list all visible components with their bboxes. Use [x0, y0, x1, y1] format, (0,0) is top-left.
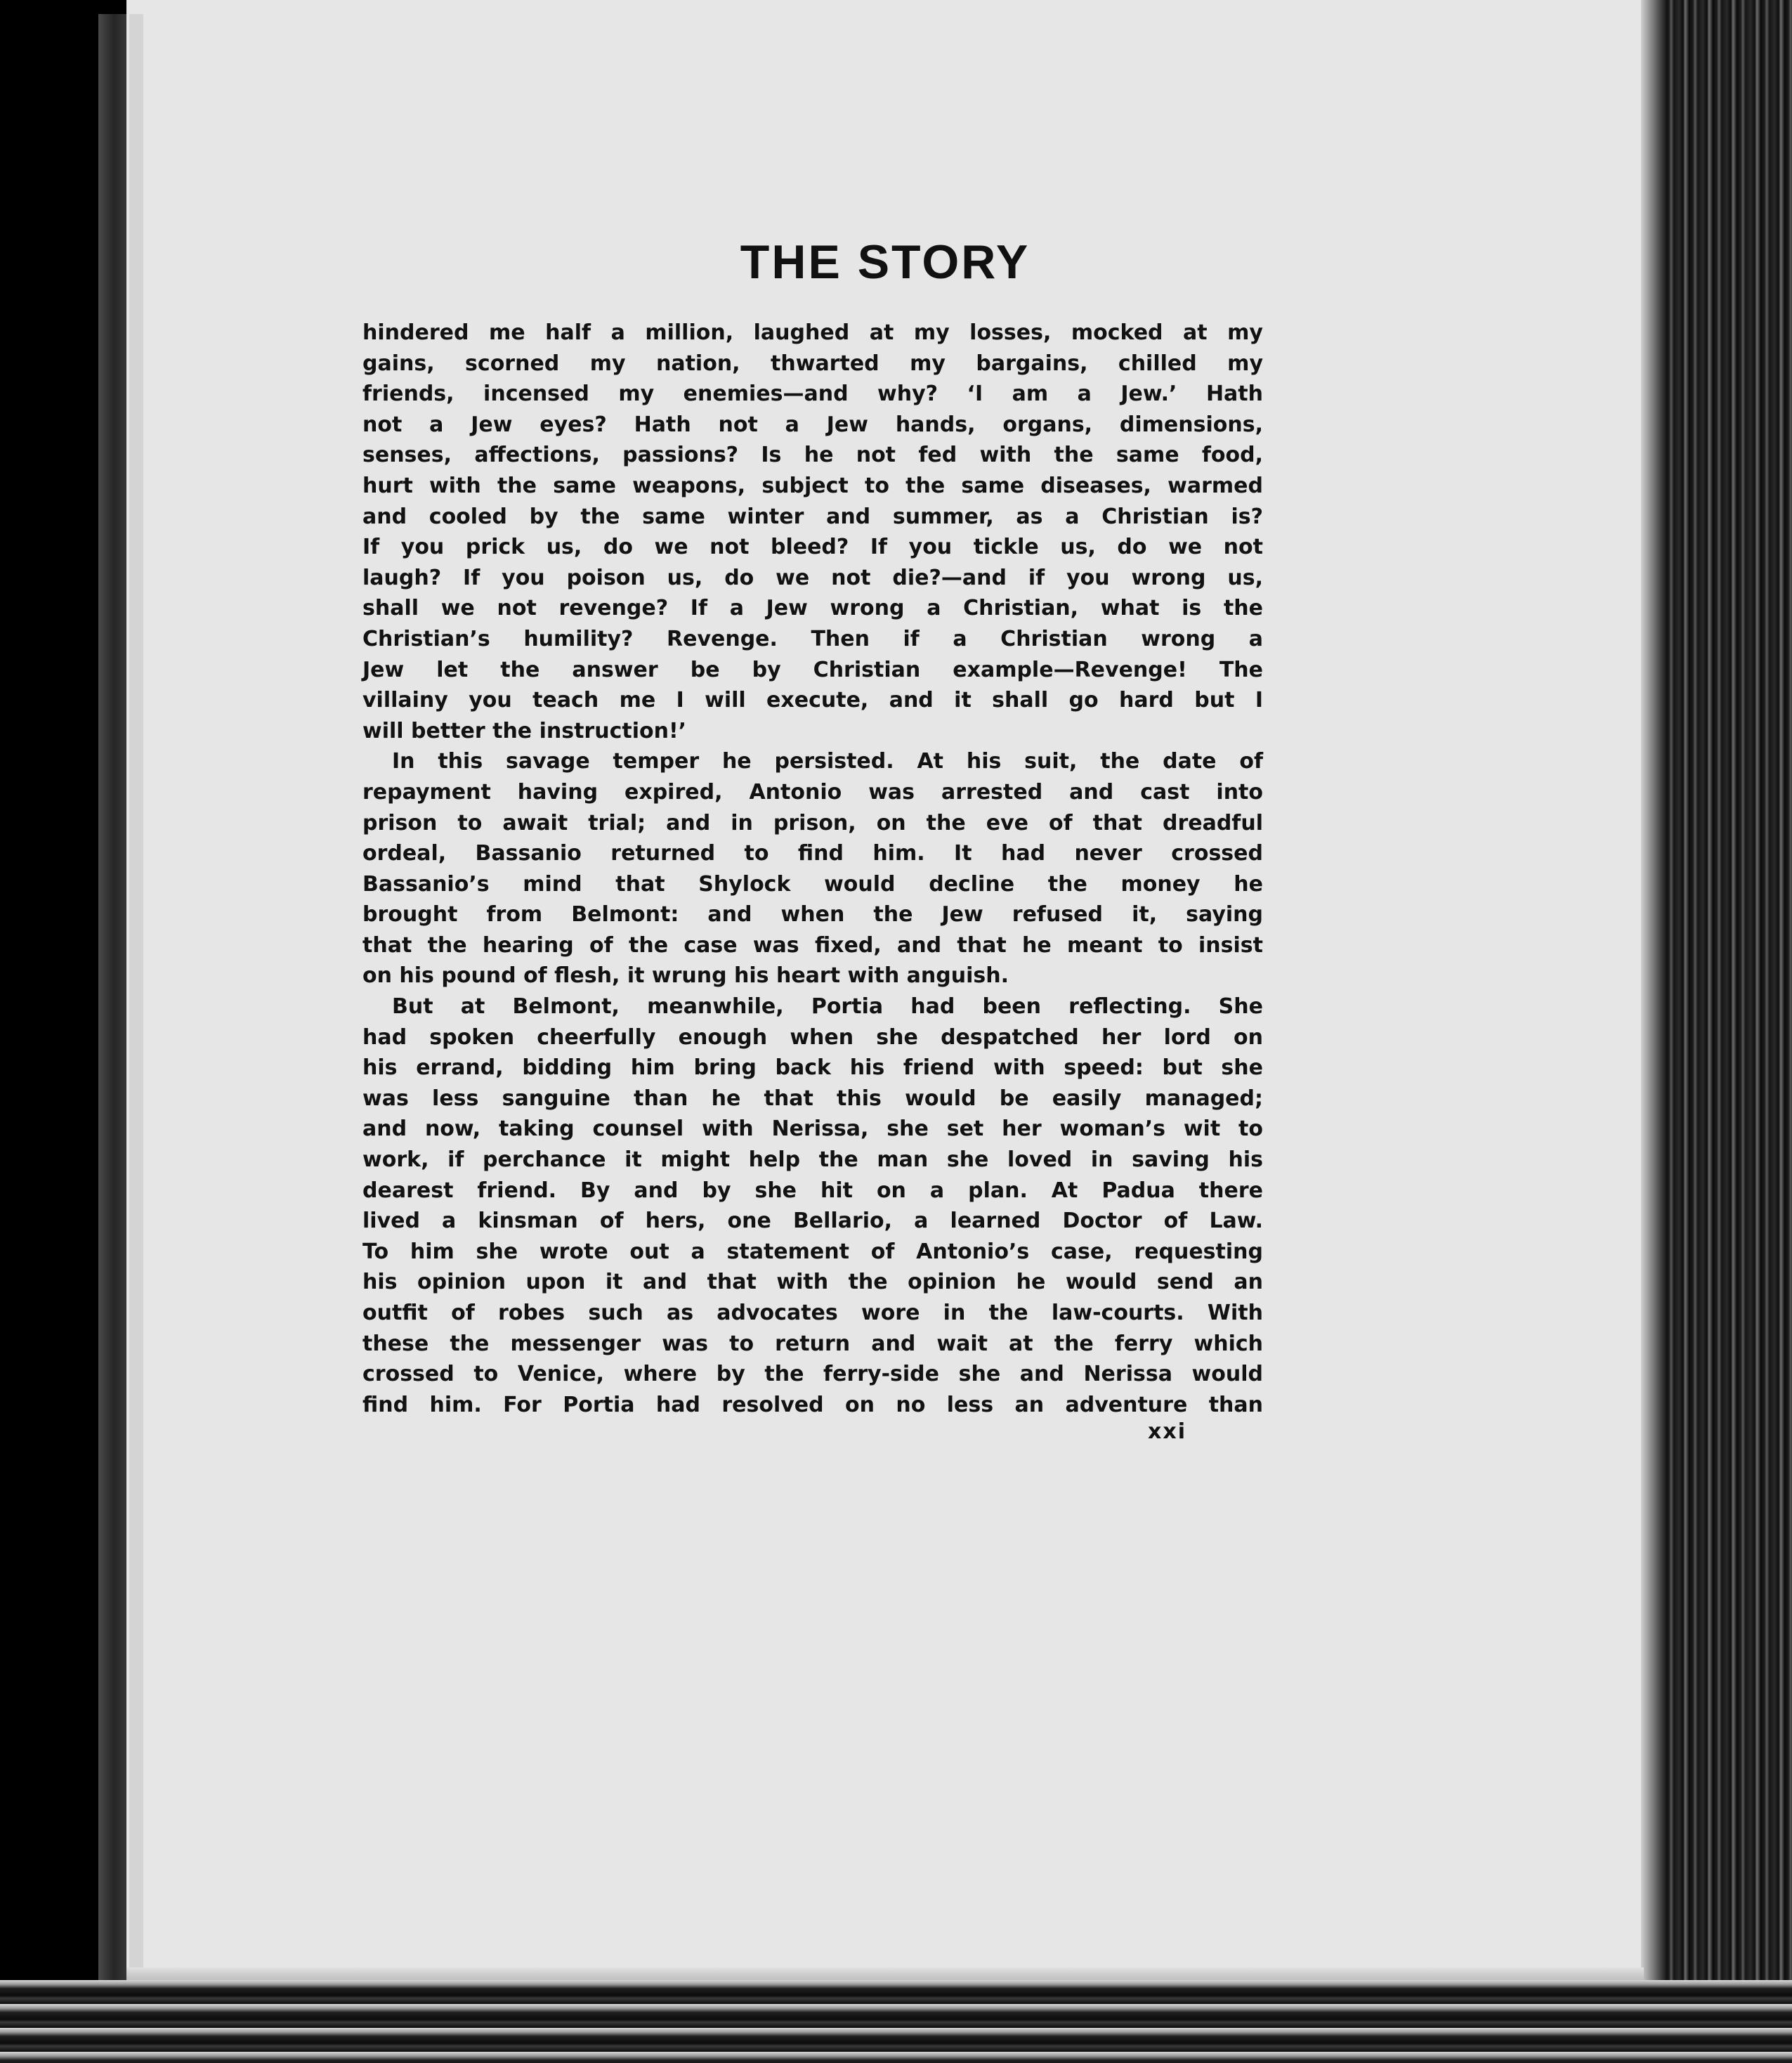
text-line: If you prick us, do we not bleed? If you tickle us, do we not: [362, 535, 1263, 560]
text-line: these the messenger was to return and wait at the ferry which: [362, 1331, 1263, 1356]
text-line: repayment having expired, Antonio was arrested and cast into: [362, 779, 1263, 805]
text-line: had spoken cheerfully enough when she despatched her lord on: [362, 1024, 1263, 1050]
text-line: Christian’s humility? Revenge. Then if a Christian wrong a: [362, 626, 1263, 651]
text-line: and now, taking counsel with Nerissa, she set her woman’s wit to: [362, 1117, 1263, 1142]
text-line: will better the instruction!’: [362, 718, 687, 743]
text-line: was less sanguine than he that this would be easily managed;: [362, 1086, 1263, 1111]
text-line: lived a kinsman of hers, one Bellario, a learned Doctor of Law.: [362, 1209, 1263, 1234]
text-line: his opinion upon it and that with the opinion he would send an: [362, 1270, 1263, 1295]
text-line: laugh? If you poison us, do we not die?—and if you wrong us,: [362, 565, 1263, 590]
text-line: dearest friend. By and by she hit on a plan. At Padua there: [362, 1178, 1263, 1203]
text-line: prison to await trial; and in prison, on the eve of that dreadful: [362, 810, 1263, 835]
page-number: xxi: [1148, 1419, 1186, 1444]
left-page-margin: [129, 14, 143, 1996]
text-line: crossed to Venice, where by the ferry-side she and Nerissa would: [362, 1362, 1263, 1387]
text-line: brought from Belmont: and when the Jew refused it, saying: [362, 902, 1263, 928]
bottom-book-edge: [0, 1980, 1792, 2063]
text-line: work, if perchance it might help the man she loved in saving his: [362, 1147, 1263, 1173]
left-binding-shadow: [98, 14, 129, 1996]
text-line: outfit of robes such as advocates wore in the law-courts. With: [362, 1301, 1263, 1325]
text-line: gains, scorned my nation, thwarted my bargains, chilled my: [362, 351, 1263, 376]
book-page: [126, 0, 1644, 1989]
right-page-curl: [1641, 0, 1666, 2063]
page-title: THE STORY: [740, 235, 1031, 289]
text-line: that the hearing of the case was fixed, and that he meant to insist: [362, 932, 1263, 958]
text-line: To him she wrote out a statement of Antonio’s case, requesting: [362, 1239, 1263, 1264]
text-line: find him. For Portia had resolved on no less an adventure than: [362, 1392, 1263, 1417]
text-line: senses, affections, passions? Is he not fed with the same food,: [362, 443, 1263, 468]
text-line: In this savage temper he persisted. At his suit, the date of: [392, 749, 1263, 774]
text-line: shall we not revenge? If a Jew wrong a Christian, what is the: [362, 596, 1263, 621]
text-line: friends, incensed my enemies—and why? ‘I am a Jew.’ Hath: [362, 382, 1263, 407]
body-text: [362, 318, 1263, 1420]
text-line: hurt with the same weapons, subject to the same diseases, warmed: [362, 473, 1263, 498]
text-line: his errand, bidding him bring back his friend with speed: but she: [362, 1055, 1263, 1081]
text-line: Jew let the answer be by Christian example—Revenge! The: [362, 657, 1263, 682]
text-line: and cooled by the same winter and summer, as a Christian is?: [362, 504, 1263, 529]
text-line: villainy you teach me I will execute, and it shall go hard but I: [362, 688, 1263, 713]
text-line: hindered me half a million, laughed at my losses, mocked at my: [362, 320, 1263, 345]
text-line: not a Jew eyes? Hath not a Jew hands, organs, dimensions,: [362, 412, 1263, 437]
text-line: Bassanio’s mind that Shylock would decline the money he: [362, 871, 1263, 897]
text-line: But at Belmont, meanwhile, Portia had been reflecting. She: [392, 994, 1263, 1020]
text-line: ordeal, Bassanio returned to find him. It had never crossed: [362, 841, 1263, 866]
text-line: on his pound of flesh, it wrung his heart with anguish.: [362, 963, 1009, 989]
